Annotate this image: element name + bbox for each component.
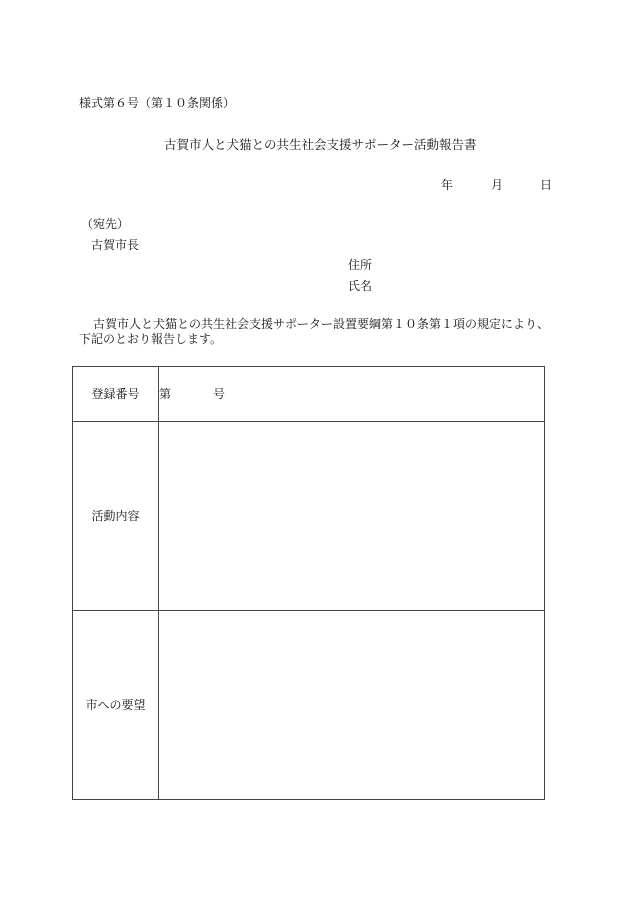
registration-label: 登録番号 (73, 367, 159, 422)
date-month-label: 月 (491, 178, 504, 192)
report-table (72, 366, 545, 800)
body-text-line-1: 古賀市人と犬猫との共生社会支援サポーター設置要綱第１０条第１項の規定により、 (93, 317, 550, 331)
requests-label: 市への要望 (73, 611, 159, 800)
name-label: 氏名 (348, 279, 373, 293)
address-label: 住所 (348, 258, 373, 272)
mayor-label: 古賀市長 (91, 238, 140, 252)
registration-suffix: 号 (213, 387, 226, 401)
registration-row (73, 367, 545, 422)
date-year-label: 年 (441, 178, 454, 192)
registration-prefix: 第 (159, 387, 172, 401)
body-text-line-2: 下記のとおり報告します。 (79, 332, 223, 346)
requests-content-field[interactable] (159, 611, 545, 800)
activity-content-field[interactable] (159, 422, 545, 611)
form-number: 様式第６号（第１０条関係） (79, 96, 236, 110)
addressee-label: （宛先） (81, 217, 130, 231)
requests-row (73, 611, 545, 800)
date-day-label: 日 (540, 178, 553, 192)
activity-row (73, 422, 545, 611)
document-title: 古賀市人と犬猫との共生社会支援サポーター活動報告書 (164, 137, 477, 152)
registration-number-field[interactable] (159, 367, 545, 422)
activity-label: 活動内容 (73, 422, 159, 611)
